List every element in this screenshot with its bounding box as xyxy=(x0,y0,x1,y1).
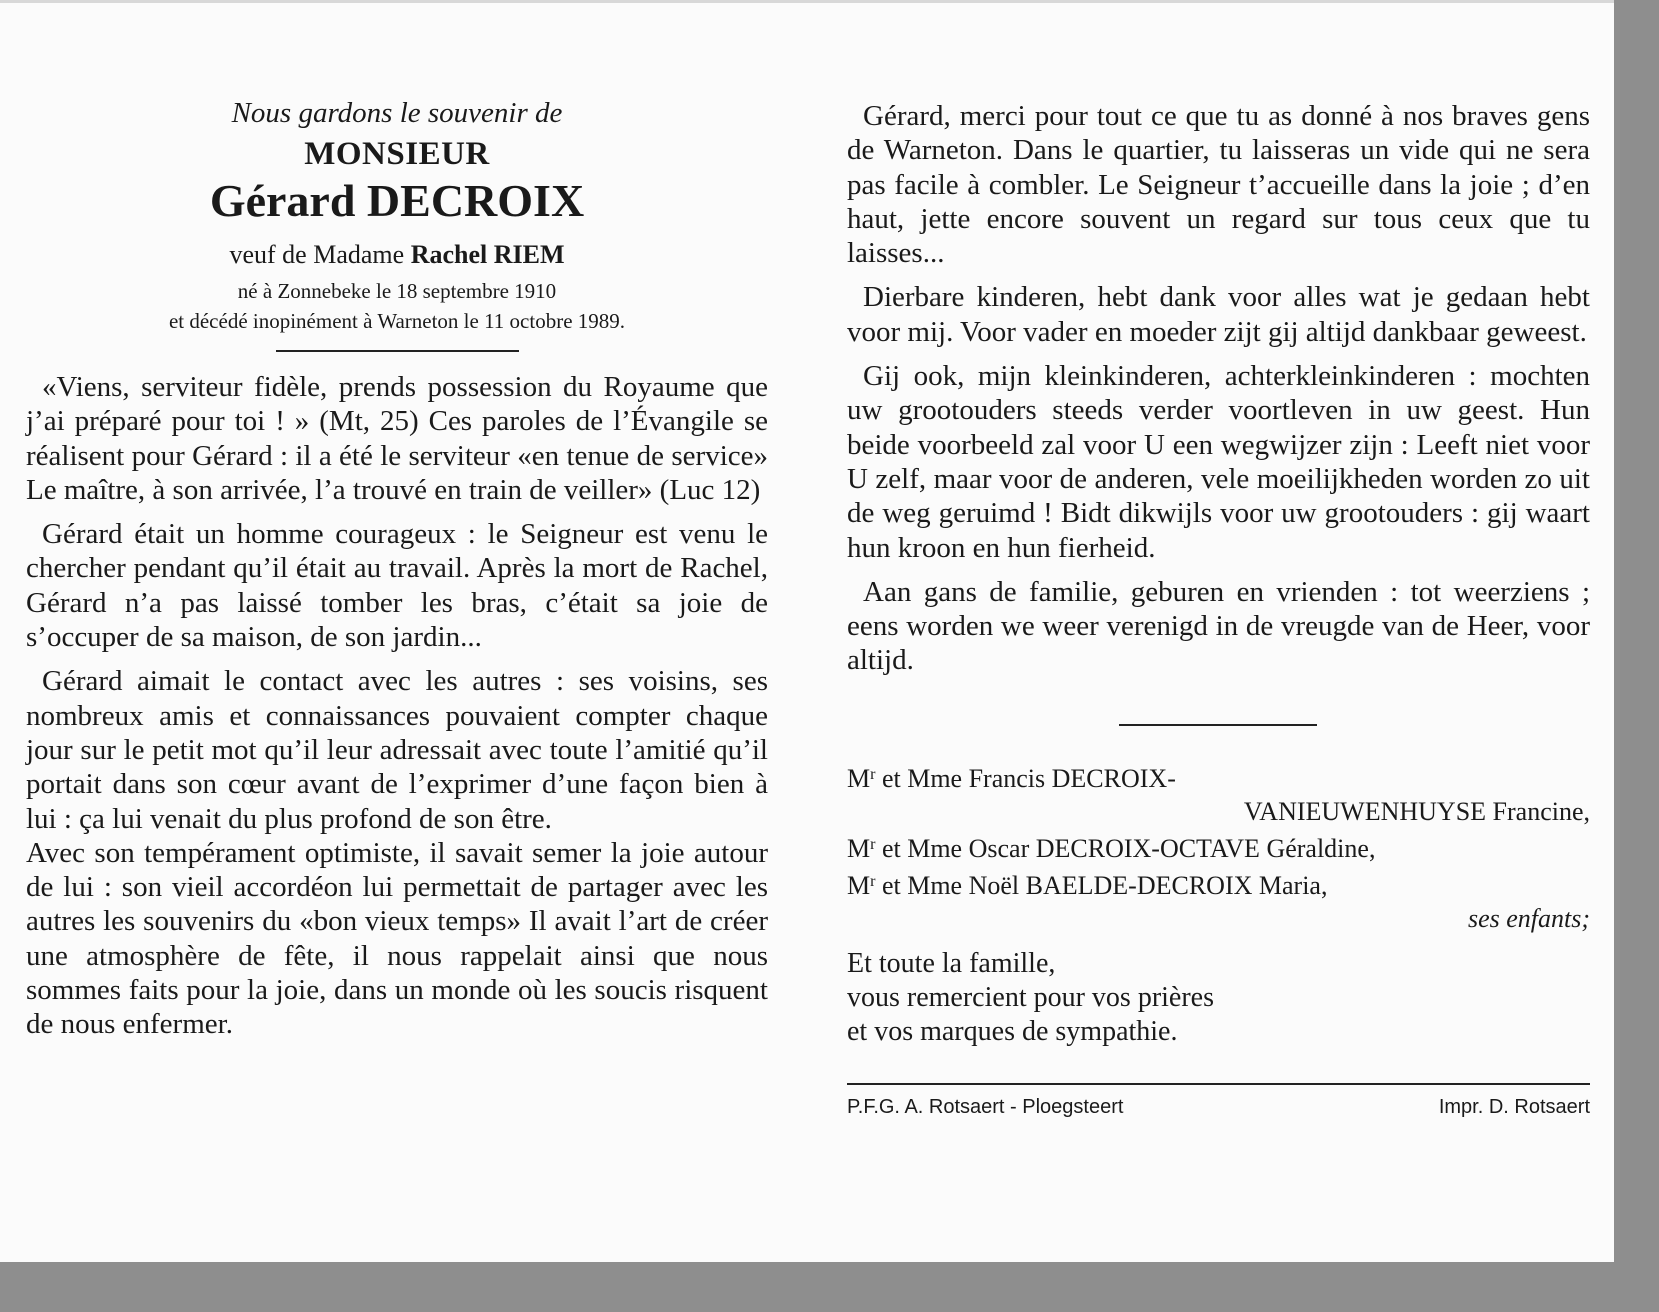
closing-line-1: Et toute la famille, xyxy=(847,947,1056,979)
children-label: ses enfants; xyxy=(1467,903,1590,933)
header-divider xyxy=(276,350,519,352)
family-list xyxy=(847,758,1590,935)
paragraph: Gérard aimait le contact avec les autres : ses voisins, ses nombreux amis et connaissances pouvaient compter chaque jour sur le petit mot qu’il leur adressait avec toute l’amitié qu’il portait dans son cœur avant de l’exprimer d’une façon bien à lui : ça lui venait du plus profond de son être. xyxy=(26,665,768,835)
closing-line-2: vous remercient pour vos prières xyxy=(847,981,1214,1013)
closing-text xyxy=(847,947,1590,1049)
deceased-name: Gérard DECROIX xyxy=(209,175,585,226)
family-line-1b: VANIEUWENHUYSE Francine, xyxy=(1243,796,1590,826)
death-line: et décédé inopinément à Warneton le 11 octobre 1989. xyxy=(168,309,626,333)
left-body xyxy=(26,370,768,1042)
family-line-3: $M^r$ et Mme Noël BAELDE-DECROIX Maria, xyxy=(847,870,1328,900)
intro-line: Nous gardons le souvenir de xyxy=(231,97,563,129)
honorific-title: MONSIEUR xyxy=(304,136,490,172)
paragraph: Gérard, merci pour tout ce que tu as donné à nos braves gens de Warneton. Dans le quartier, tu laisseras un vide qui ne sera pas facile à combler. Le Seigneur t’accueille dans la joie ; d’en haut, jette encore souvent un regard sur tous ceux que tu laisses... xyxy=(847,100,1590,270)
paragraph: Avec son tempérament optimiste, il savait semer la joie autour de lui : son vieil accordéon lui permettait de partager avec les autres les souvenirs du «bon vieux temps» Il avait l’art de créer une atmosphère de fête, il nous rappelait ainsi que nous sommes faits pour la joie, dans un monde où les soucis risquent de nous enfermer. xyxy=(26,836,768,1041)
funeral-director: P.F.G. A. Rotsaert - Ploegsteert xyxy=(847,1095,1124,1118)
family-line-1: $M^r$ et Mme Francis DECROIX- xyxy=(847,763,1176,793)
closing-line-3: et vos marques de sympathie. xyxy=(847,1015,1178,1047)
footer xyxy=(847,1094,1590,1120)
widow-prefix: veuf de Madame xyxy=(229,240,411,269)
top-edge xyxy=(0,0,1614,3)
widow-line xyxy=(26,238,768,272)
spouse-name: Rachel RIEM xyxy=(410,240,565,269)
card-header xyxy=(0,96,768,352)
printer: Impr. D. Rotsaert xyxy=(1438,1095,1590,1118)
right-column xyxy=(847,99,1590,1120)
paragraph: Dierbare kinderen, hebt dank voor alles wat je gedaan hebt voor mij. Voor vader en moeder zijt gij altijd dankbaar geweest. xyxy=(847,281,1590,348)
paragraph: Gij ook, mijn kleinkinderen, achterkleinkinderen : mochten uw grootouders steeds verder voortleven in uw geest. Hun beide voorbeeld zal voor U een wegwijzer zijn : Leeft niet voor U zelf, maar voor de anderen, vele moeilijkheden worden zo uit de weg geruimd ! Bidt dikwijls voor uw grootouders : gij waart hun kroon en hun fierheid. xyxy=(847,360,1590,564)
birth-line: né à Zonnebeke le 18 septembre 1910 xyxy=(237,279,557,303)
family-line-2: $M^r$ et Mme Oscar DECROIX-OCTAVE Géraldine, xyxy=(847,833,1376,863)
paragraph: Aan gans de familie, geburen en vrienden : tot weerziens ; eens worden we weer verenigd in de vreugde van de Heer, voor altijd. xyxy=(847,575,1590,677)
footer-divider xyxy=(847,1083,1590,1085)
paragraph: Gérard était un homme courageux : le Seigneur est venu le chercher pendant qu’il était au travail. Après la mort de Rachel, Gérard n’a pas laissé tomber les bras, c’était sa joie de s’occuper de sa maison, de son jardin... xyxy=(26,518,768,654)
left-column xyxy=(26,96,768,1042)
section-divider xyxy=(1119,724,1317,726)
paragraph: «Viens, serviteur fidèle, prends possession du Royaume que j’ai préparé pour toi ! » (Mt, 25) Ces paroles de l’Évangile se réalisent pour Gérard : il a été le serviteur «en tenue de service» Le maître, à son arrivée, l’a trouvé en train de veiller» (Luc 12) xyxy=(26,371,768,506)
